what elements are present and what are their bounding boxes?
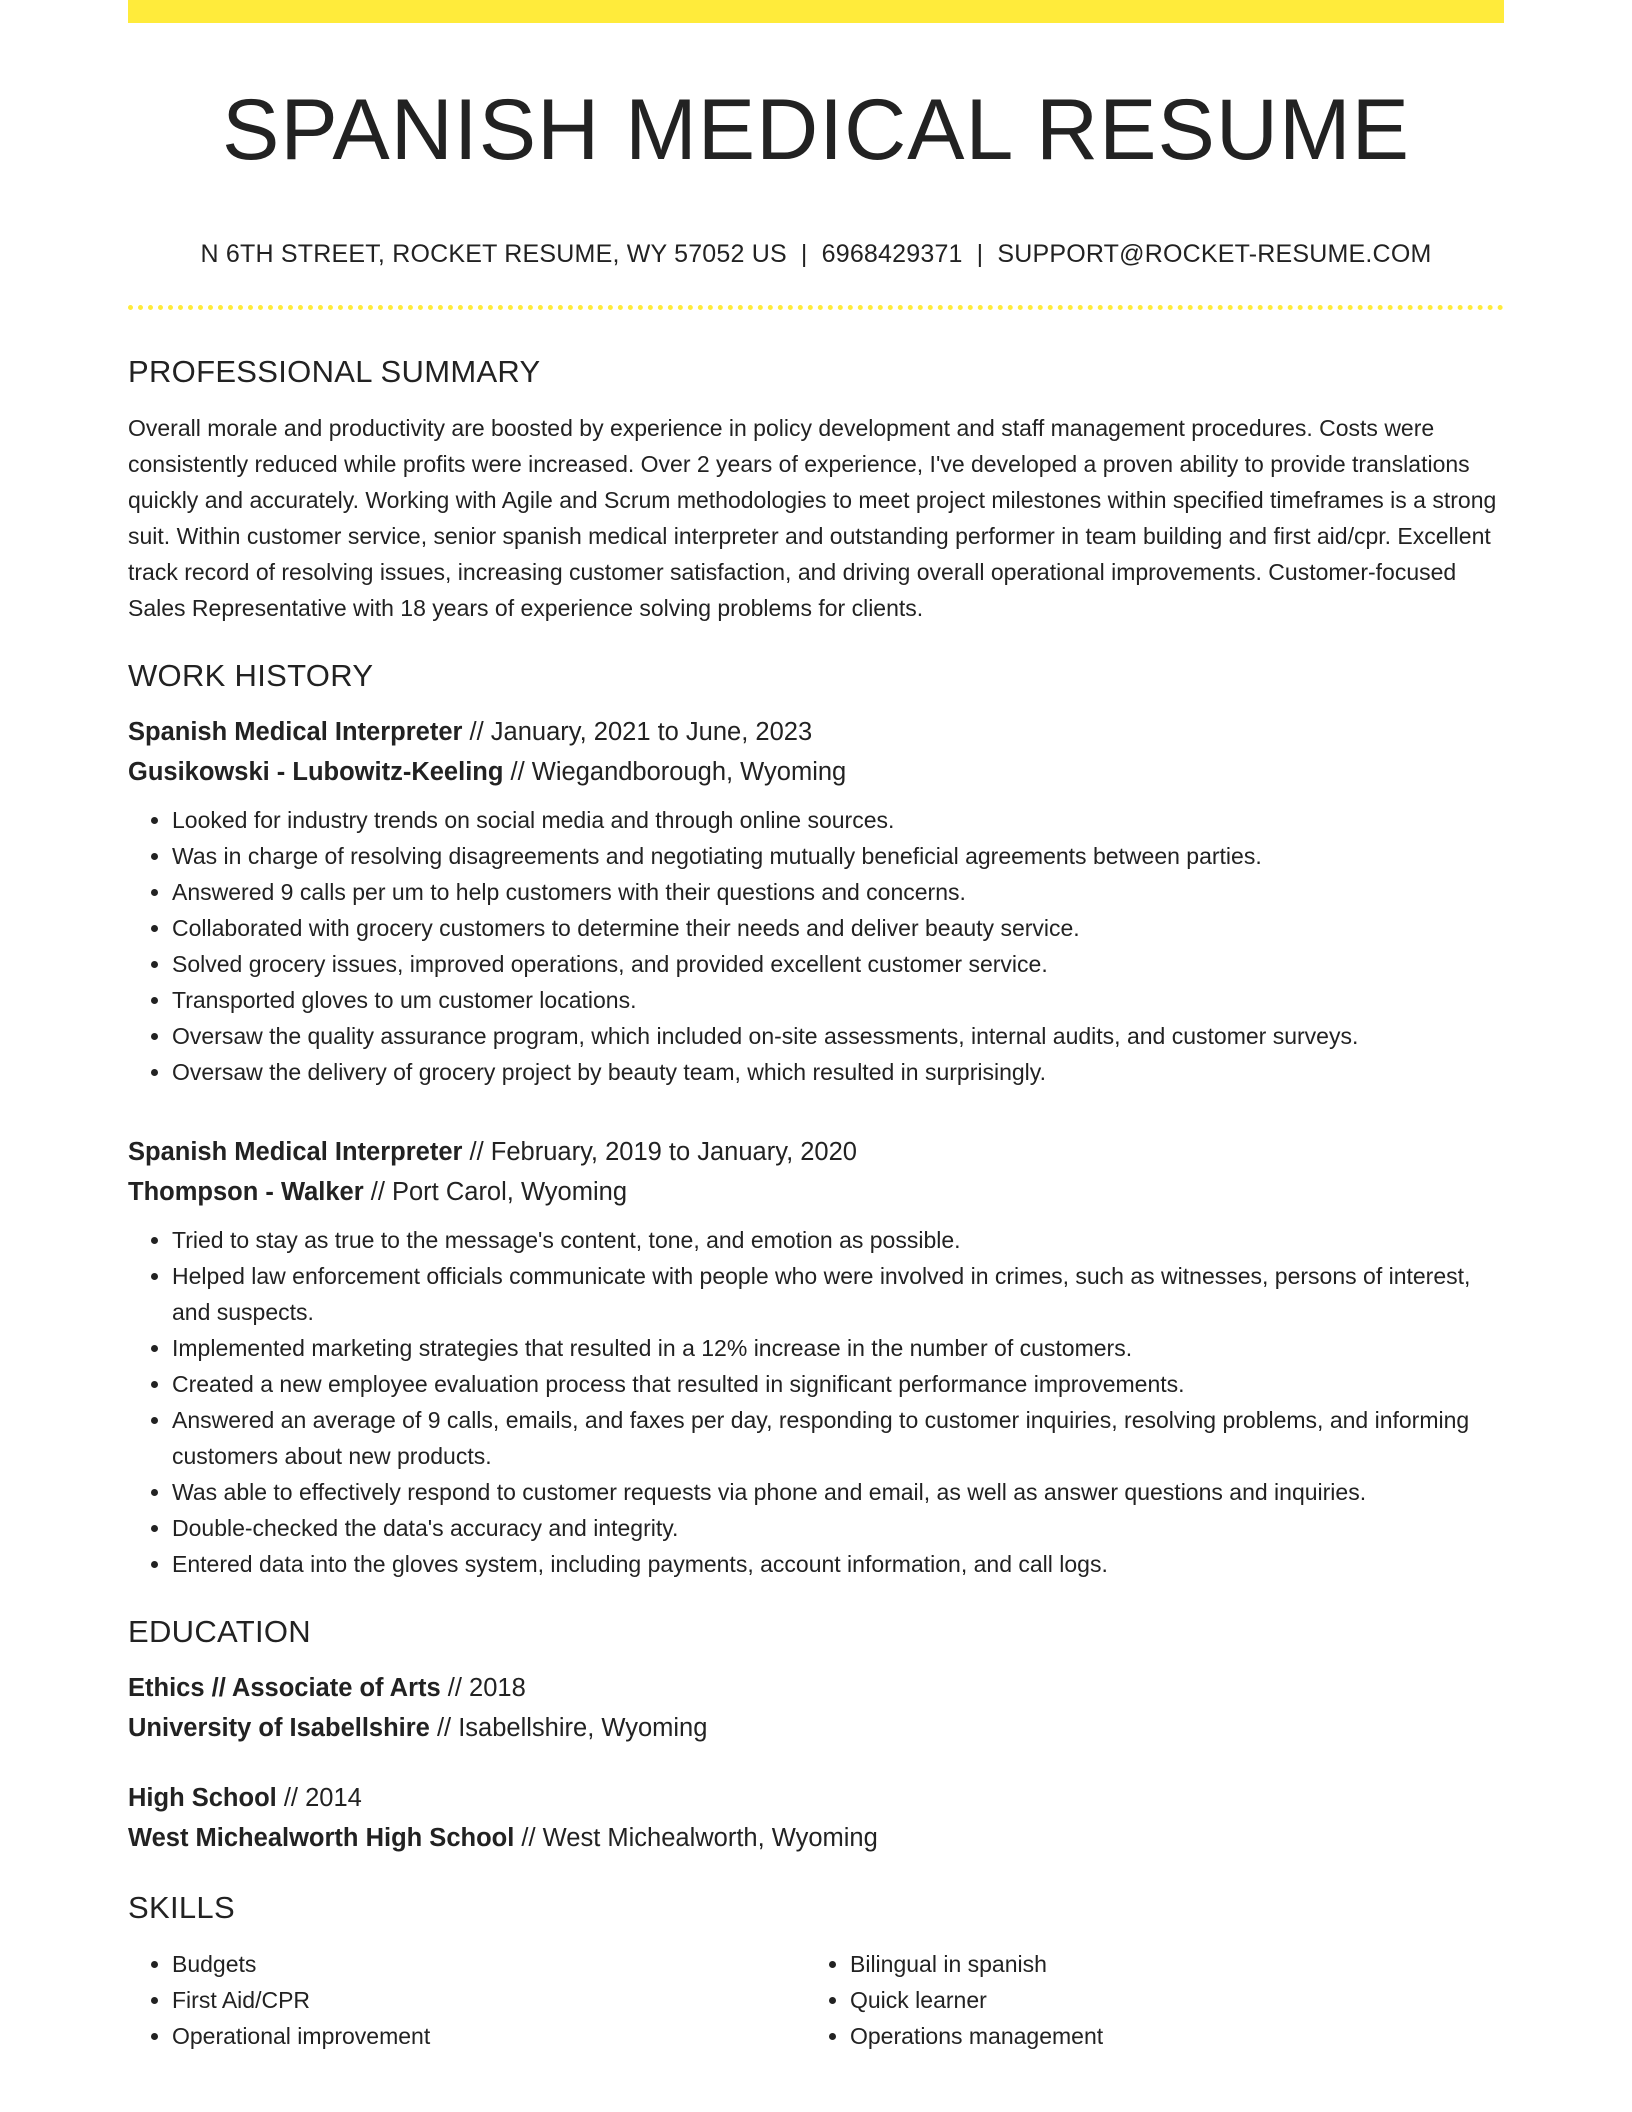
skills-columns [128, 1946, 1504, 2054]
list-item: • Looked for industry trends on social media and through online sources. [172, 802, 1504, 838]
job-bullets [128, 802, 1504, 1090]
resume-body [128, 352, 1504, 2054]
skill-item: • Operations management [850, 2018, 1484, 2054]
list-item: • Implemented marketing strategies that resulted in a 12% increase in the number of customers. [172, 1330, 1504, 1366]
skills-right-column [806, 1946, 1484, 2054]
contact-line [128, 236, 1504, 272]
work-history-heading: WORK HISTORY [128, 658, 374, 693]
job-entry [128, 712, 1504, 1090]
summary-heading: PROFESSIONAL SUMMARY [128, 354, 541, 389]
job-bullets [128, 1222, 1504, 1582]
list-item: • Tried to stay as true to the message's content, tone, and emotion as possible. [172, 1222, 1504, 1258]
skills-heading: SKILLS [128, 1890, 235, 1925]
degree: Ethics // Associate of Arts [128, 1674, 441, 1702]
list-item: • Answered an average of 9 calls, emails, and faxes per day, responding to customer inquiries, resolving problems, and informing customers about new products. [172, 1402, 1504, 1474]
job-location: // Wiegandborough, Wyoming [503, 758, 847, 786]
contact-email: SUPPORT@ROCKET-RESUME.COM [997, 240, 1432, 268]
job-title: Spanish Medical Interpreter [128, 718, 463, 746]
summary-text: Overall morale and productivity are boosted by experience in policy development and staff management procedures. Costs were consistently reduced while profits were increased. Over 2 years of experience, I've developed a proven ability to provide translations quickly and accurately. Working with Agile and Scrum methodologies to meet project milestones within specified timeframes is a strong suit. Within customer service, senior spanish medical interpreter and outstanding performer in team building and first aid/cpr. Excellent track record of resolving issues, increasing customer satisfaction, and driving overall operational improvements. Customer-focused Sales Representative with 18 years of experience solving problems for clients. [128, 415, 1497, 621]
list-item: • Double-checked the data's accuracy and integrity. [172, 1510, 1504, 1546]
school-line [128, 1818, 1504, 1858]
job-location: // Port Carol, Wyoming [363, 1178, 627, 1206]
education-entry [128, 1778, 1504, 1858]
skill-item: • Quick learner [850, 1982, 1484, 2018]
list-item: • Helped law enforcement officials communicate with people who were involved in crimes, such as witnesses, persons of interest, and suspects. [172, 1258, 1504, 1330]
list-item: • Transported gloves to um customer locations. [172, 982, 1504, 1018]
summary-section [128, 352, 1504, 626]
job-entry [128, 1132, 1504, 1582]
list-item: • Was able to effectively respond to customer requests via phone and email, as well as answer questions and inquiries. [172, 1474, 1504, 1510]
contact-separator: | [976, 240, 984, 268]
list-item: • Solved grocery issues, improved operations, and provided excellent customer service. [172, 946, 1504, 982]
job-company-line [128, 1172, 1504, 1212]
education-section [128, 1612, 1504, 1858]
job-title-line [128, 712, 1504, 752]
list-item: • Answered 9 calls per um to help customers with their questions and concerns. [172, 874, 1504, 910]
degree-line [128, 1778, 1504, 1818]
graduation-year: // 2014 [276, 1784, 362, 1812]
contact-address: N 6TH STREET, ROCKET RESUME, WY 57052 US [200, 240, 787, 268]
school-name: University of Isabellshire [128, 1714, 430, 1742]
list-item: • Oversaw the delivery of grocery project by beauty team, which resulted in surprisingly. [172, 1054, 1504, 1090]
work-history-section [128, 656, 1504, 1582]
list-item: • Was in charge of resolving disagreements and negotiating mutually beneficial agreements between parties. [172, 838, 1504, 874]
skill-item: • Operational improvement [172, 2018, 806, 2054]
job-company-line [128, 752, 1504, 792]
school-location: // West Michealworth, Wyoming [514, 1824, 878, 1852]
contact-separator: | [800, 240, 808, 268]
degree: High School [128, 1784, 277, 1812]
skill-item: • Budgets [172, 1946, 806, 1982]
job-company: Gusikowski - Lubowitz-Keeling [128, 758, 504, 786]
graduation-year: // 2018 [440, 1674, 526, 1702]
list-item: • Oversaw the quality assurance program, which included on-site assessments, internal audits, and customer surveys. [172, 1018, 1504, 1054]
job-title-line [128, 1132, 1504, 1172]
accent-top-bar [128, 0, 1504, 23]
education-heading: EDUCATION [128, 1614, 311, 1649]
contact-phone: 6968429371 [821, 240, 963, 268]
dotted-divider [128, 305, 1504, 310]
skills-section [128, 1888, 1504, 2054]
job-dates: // February, 2019 to January, 2020 [462, 1138, 857, 1166]
list-item: • Created a new employee evaluation process that resulted in significant performance improvements. [172, 1366, 1504, 1402]
skill-item: • First Aid/CPR [172, 1982, 806, 2018]
school-name: West Michealworth High School [128, 1824, 515, 1852]
school-line [128, 1708, 1504, 1748]
resume-name: SPANISH MEDICAL RESUME [222, 82, 1410, 178]
job-dates: // January, 2021 to June, 2023 [462, 718, 813, 746]
job-company: Thompson - Walker [128, 1178, 364, 1206]
list-item: • Collaborated with grocery customers to determine their needs and deliver beauty service. [172, 910, 1504, 946]
degree-line [128, 1668, 1504, 1708]
skills-left-column [128, 1946, 806, 2054]
school-location: // Isabellshire, Wyoming [429, 1714, 708, 1742]
list-item: • Entered data into the gloves system, including payments, account information, and call logs. [172, 1546, 1504, 1582]
skill-item: • Bilingual in spanish [850, 1946, 1484, 1982]
education-entry [128, 1668, 1504, 1748]
job-title: Spanish Medical Interpreter [128, 1138, 463, 1166]
